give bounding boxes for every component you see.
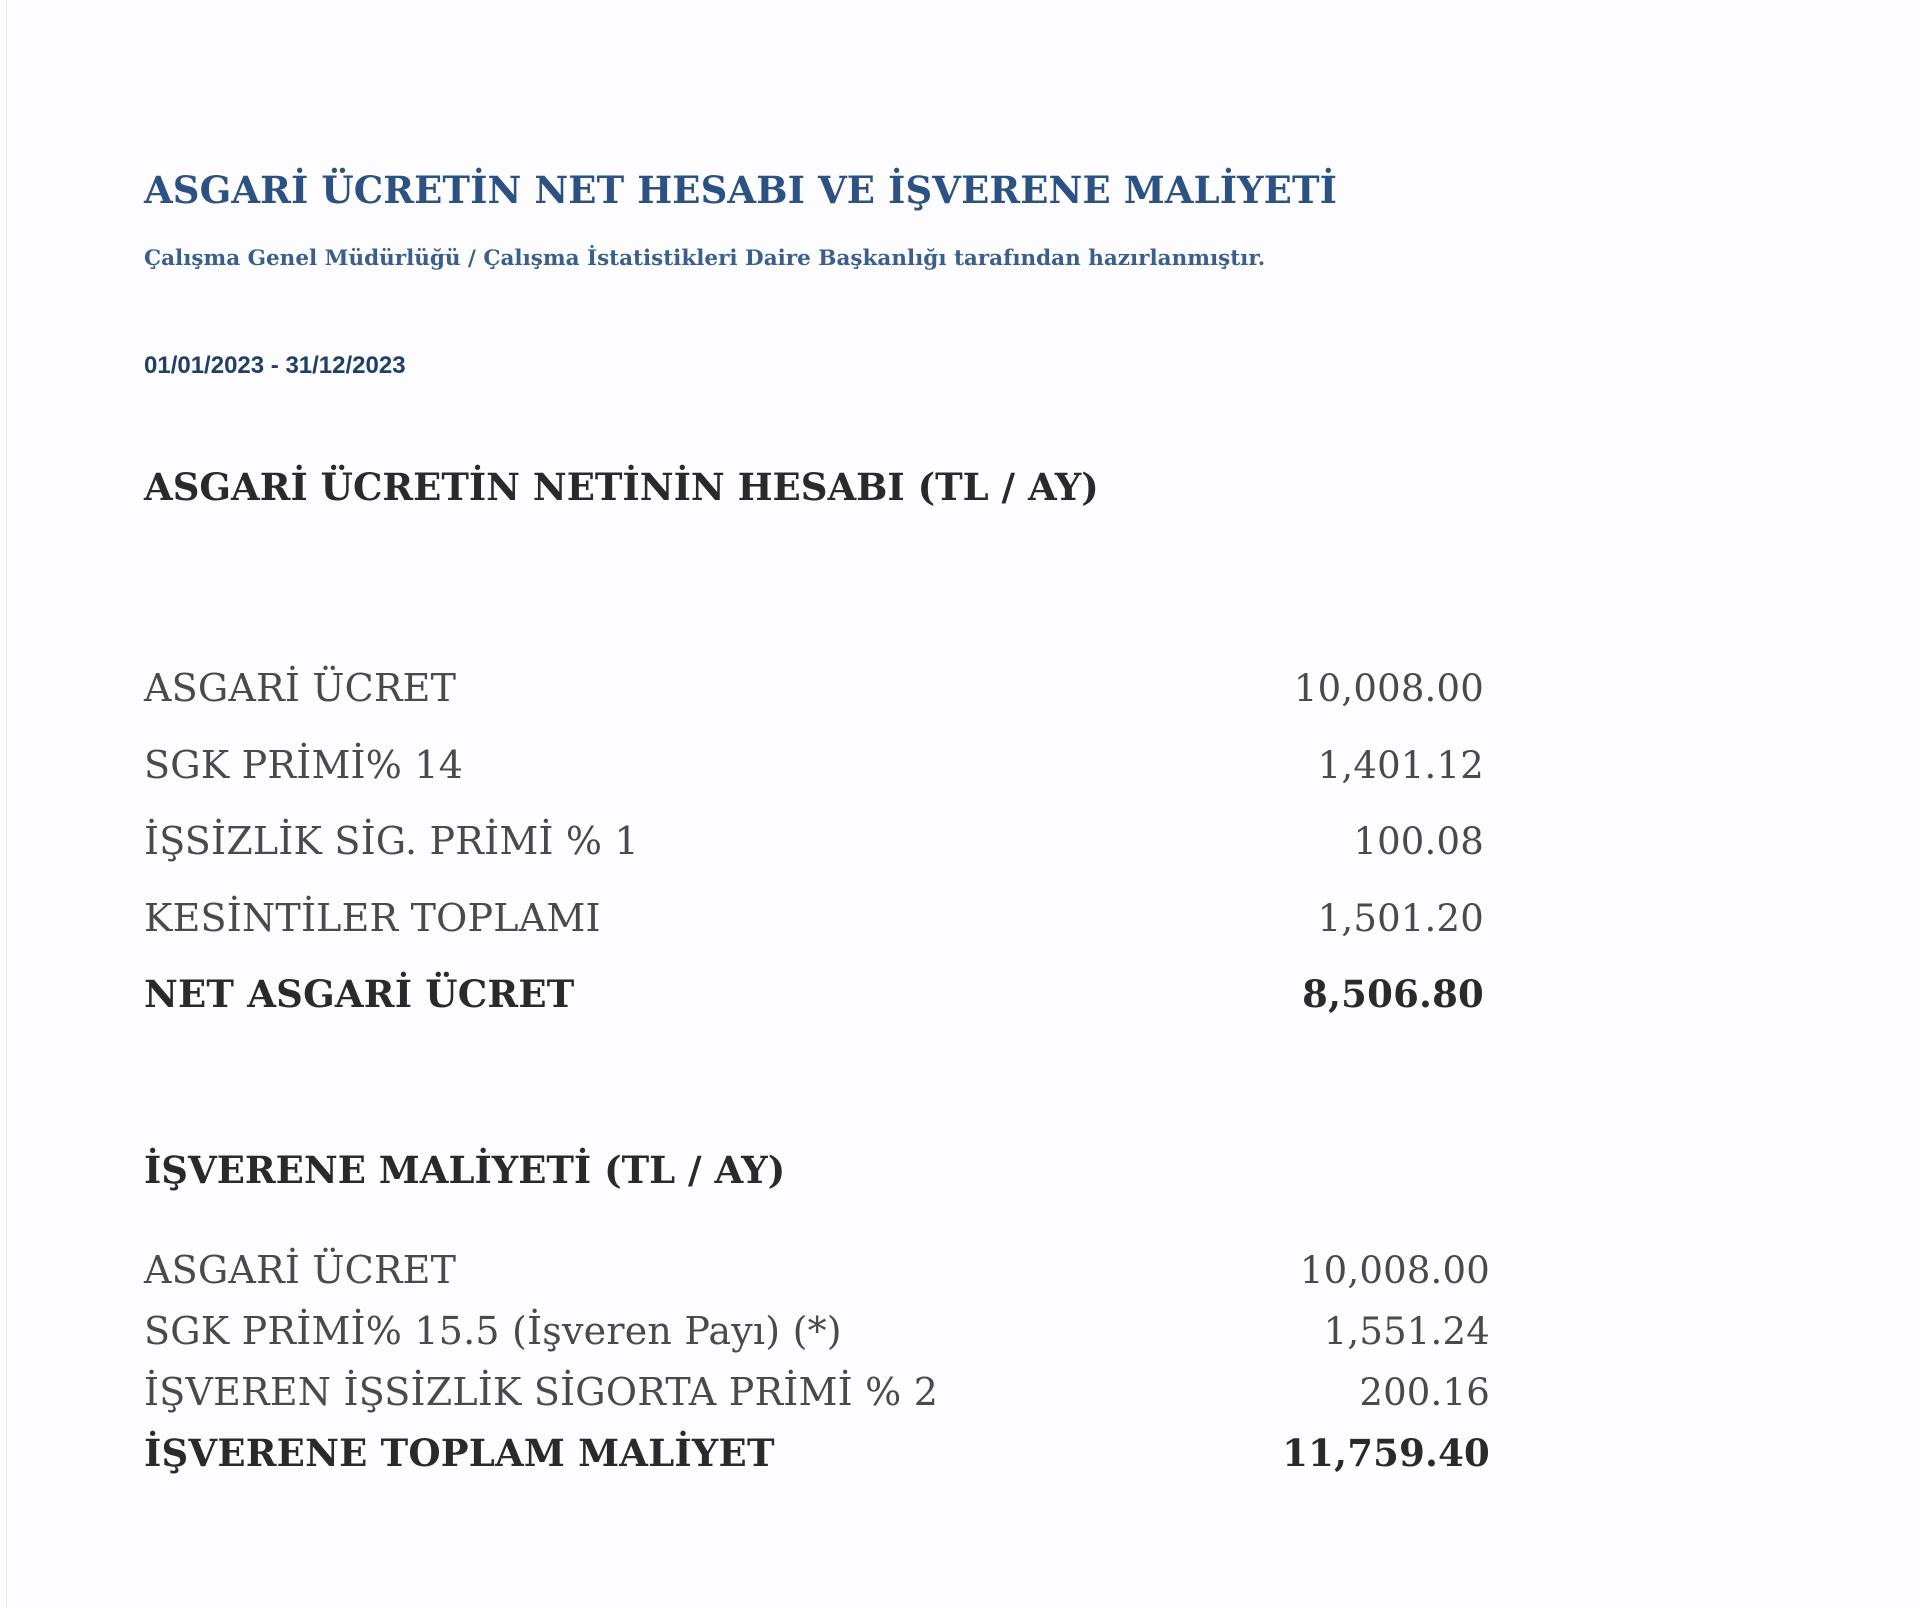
table-row <box>144 743 1484 820</box>
row-label: KESİNTİLER TOPLAMI <box>144 895 601 940</box>
net-wage-section-title: ASGARİ ÜCRETİN NETİNİN HESABI (TL / AY) <box>144 465 1099 509</box>
row-value: 200.16 <box>1359 1371 1490 1414</box>
net-wage-total-row <box>144 972 1484 1049</box>
row-label: ASGARİ ÜCRET <box>144 666 457 710</box>
table-row <box>144 1248 1490 1309</box>
row-value: 1,551.24 <box>1323 1310 1490 1353</box>
row-label: SGK PRİMİ% 15.5 (İşveren Payı) (*) <box>144 1309 842 1353</box>
row-value: 8,506.80 <box>1302 972 1484 1016</box>
row-value: 10,008.00 <box>1293 667 1484 710</box>
table-row <box>144 896 1484 973</box>
table-row <box>144 1309 1490 1370</box>
row-value: 1,401.12 <box>1317 743 1484 787</box>
employer-cost-total-row <box>144 1431 1490 1492</box>
page-title: ASGARİ ÜCRETİN NET HESABI VE İŞVERENE MALİYETİ <box>144 168 1337 212</box>
row-label: İŞVERENE TOPLAM MALİYET <box>144 1431 775 1475</box>
row-label: İŞSİZLİK SİG. PRİMİ % 1 <box>144 819 639 863</box>
row-value: 1,501.20 <box>1317 896 1484 940</box>
employer-cost-table <box>144 1248 1490 1492</box>
row-label: İŞVEREN İŞSİZLİK SİGORTA PRİMİ % 2 <box>144 1370 939 1414</box>
table-row <box>144 666 1484 743</box>
row-label: SGK PRİMİ% 14 <box>144 742 464 787</box>
row-value: 100.08 <box>1353 820 1484 863</box>
page-subtitle: Çalışma Genel Müdürlüğü / Çalışma İstatistikleri Daire Başkanlığı tarafından hazırlanmıştır. <box>144 246 1266 271</box>
row-value: 11,759.40 <box>1282 1431 1490 1475</box>
row-value: 10,008.00 <box>1299 1249 1490 1292</box>
table-row <box>144 1370 1490 1431</box>
document-page <box>6 0 1920 1608</box>
date-range: 01/01/2023 - 31/12/2023 <box>144 352 406 379</box>
row-label: ASGARİ ÜCRET <box>144 1248 457 1292</box>
table-row <box>144 819 1484 896</box>
net-wage-table <box>144 666 1484 1049</box>
employer-cost-section-title: İŞVERENE MALİYETİ (TL / AY) <box>144 1148 786 1192</box>
row-label: NET ASGARİ ÜCRET <box>144 972 575 1016</box>
